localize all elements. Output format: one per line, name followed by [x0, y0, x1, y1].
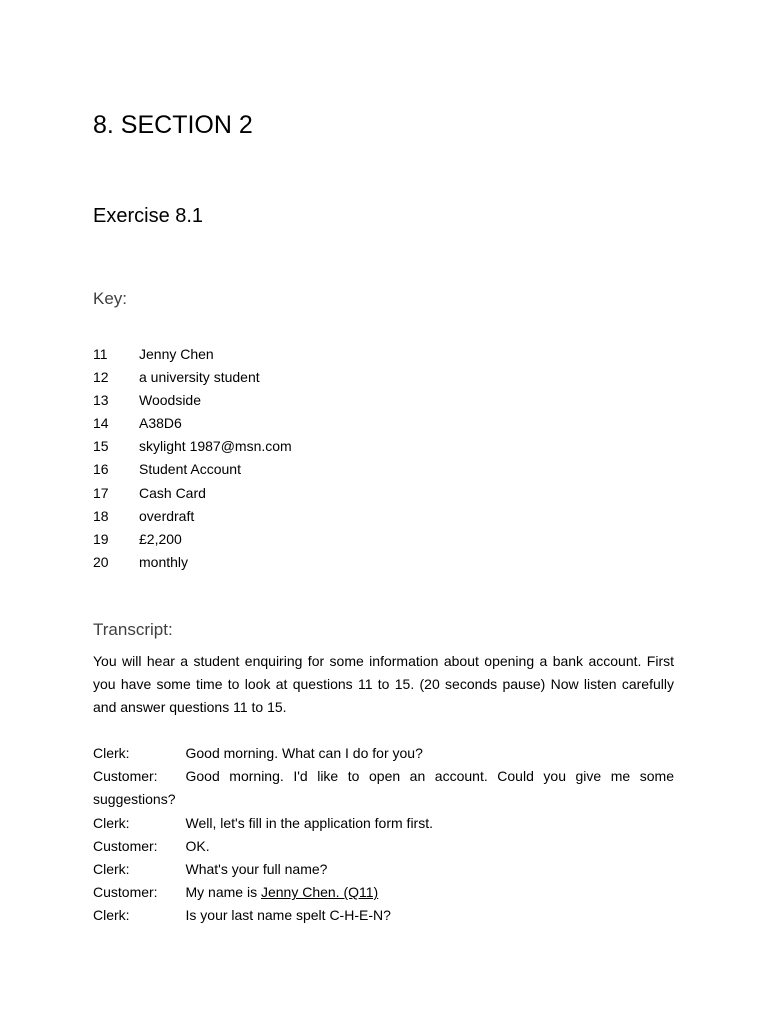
transcript-heading: Transcript: — [93, 620, 173, 639]
answer-item — [93, 366, 292, 389]
answer-text: £2,200 — [139, 530, 182, 547]
dialogue-line — [93, 742, 674, 765]
section-title: 8. SECTION 2 — [93, 111, 253, 139]
answer-item — [93, 343, 292, 366]
speaker-label: Customer: — [93, 837, 158, 854]
answer-key-list — [93, 343, 292, 574]
speaker-label: Clerk: — [93, 745, 130, 761]
answer-item — [93, 458, 292, 481]
answer-text: Jenny Chen — [139, 346, 214, 362]
dialogue-line — [93, 812, 674, 835]
key-heading: Key: — [93, 289, 128, 308]
answer-number: 20 — [93, 553, 109, 570]
answer-text: Woodside — [139, 392, 202, 409]
answer-number: 13 — [93, 392, 109, 409]
dialogue-text: Good morning. What can I do for you? — [185, 745, 423, 761]
answer-number: 12 — [93, 369, 109, 386]
answer-item — [93, 389, 292, 412]
dialogue-line — [93, 858, 674, 881]
dialogue-line — [93, 835, 674, 858]
speaker-label: Clerk: — [93, 861, 130, 878]
transcript-intro: You will hear a student enquiring for some information about opening a bank account. First you have some time to look at questions 11 to 15. (20 seconds pause) Now listen carefully and answer questions 11 to 15. — [93, 653, 674, 716]
dialogue-text: Is your last name spelt C-H-E-N? — [185, 907, 391, 924]
answer-number: 15 — [93, 438, 109, 455]
dialogue-text: Good morning. I'd like to open an account. Could you give me some suggestions? — [93, 768, 674, 808]
dialogue-line — [93, 881, 674, 904]
answer-text: monthly — [139, 553, 189, 570]
answer-item — [93, 435, 292, 458]
answer-item — [93, 528, 292, 551]
speaker-label: Clerk: — [93, 907, 130, 924]
exercise-title: Exercise 8.1 — [93, 205, 204, 227]
answer-text: a university student — [139, 369, 260, 386]
answer-item — [93, 551, 292, 574]
answer-text: Student Account — [139, 461, 241, 478]
answer-text: A38D6 — [139, 415, 182, 432]
answer-item — [93, 505, 292, 528]
speaker-label: Customer: — [93, 884, 158, 901]
answer-number: 18 — [93, 507, 109, 524]
answer-item — [93, 412, 292, 435]
answer-number: 14 — [93, 415, 109, 432]
dialogue-text: Well, let's fill in the application form first. — [185, 814, 434, 831]
answer-item — [93, 482, 292, 505]
dialogue-text: My name is — [185, 884, 261, 901]
answer-number: 16 — [93, 461, 109, 478]
speaker-label: Clerk: — [93, 814, 130, 831]
answer-number: 17 — [93, 484, 109, 501]
dialogue-line — [93, 765, 674, 811]
dialogue-text: What's your full name? — [185, 861, 328, 878]
answer-text: skylight 1987@msn.com — [139, 438, 292, 455]
speaker-label: Customer: — [93, 768, 158, 785]
underlined-answer: Jenny Chen. (Q11) — [260, 884, 379, 901]
answer-number: 19 — [93, 530, 109, 547]
answer-number: 11 — [93, 346, 108, 362]
dialogue-line — [93, 904, 674, 927]
dialogue-text: OK. — [185, 837, 210, 854]
transcript-dialogue — [93, 742, 674, 928]
answer-text: Cash Card — [139, 484, 206, 501]
answer-text: overdraft — [139, 507, 195, 524]
